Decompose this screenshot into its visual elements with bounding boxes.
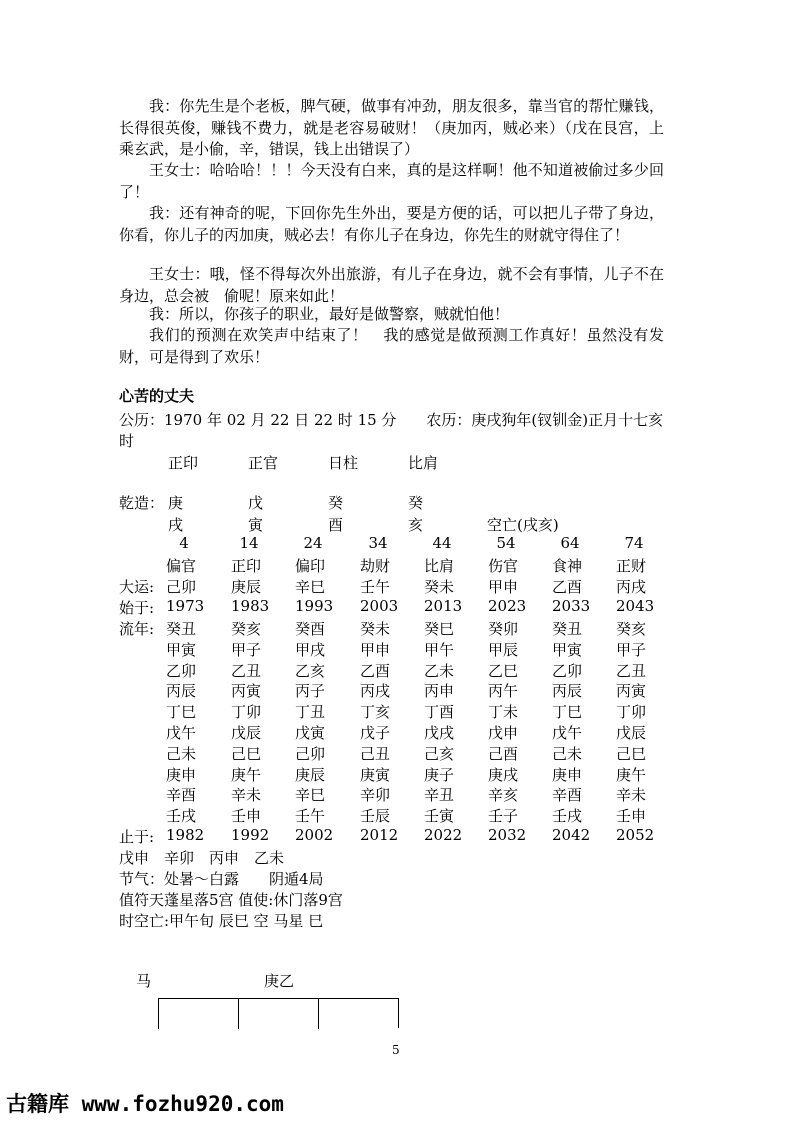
info-line: 值符天蓬星落5宫 值使:休门落9宫: [119, 891, 343, 909]
liunian-cell: 戊午: [166, 724, 197, 742]
end-year-cell: 2002: [295, 826, 334, 844]
birth-date-line: 公历：1970 年 02 月 22 日 22 时 15 分 农历：庚戌狗年(钗钏金)正月十七亥: [119, 411, 664, 429]
liunian-cell: 丙辰: [166, 682, 197, 701]
dayun-label: 大运:: [119, 578, 155, 596]
luck-god-cell: 偏官: [166, 557, 197, 575]
liunian-cell: 庚申: [166, 765, 197, 784]
kongwang-label: 空亡(戌亥): [487, 516, 559, 534]
liunian-cell: 己酉: [488, 744, 519, 763]
liunian-cell: 甲寅: [552, 640, 583, 659]
liunian-cell: 丁卯: [231, 703, 262, 722]
liunian-cell: 庚申: [552, 765, 583, 784]
palace-cell: [158, 998, 239, 1029]
liunian-cell: 戊午: [552, 724, 583, 742]
heavenly-stem: 癸: [328, 494, 344, 512]
liunian-cell: 丙戌: [360, 682, 391, 701]
heavenly-stem: 癸: [408, 494, 424, 512]
chart-label-stems: 庚乙: [264, 972, 295, 990]
end-year-cell: 2042: [552, 826, 591, 844]
age-cell: 34: [368, 534, 388, 552]
liunian-cell: 丙午: [488, 682, 519, 701]
liunian-cell: 戊申: [488, 724, 519, 742]
start-year-cell: 2023: [488, 597, 527, 615]
palace-chart: [158, 998, 400, 1028]
liunian-cell: 丙子: [295, 682, 326, 701]
dayun-cell: 癸未: [424, 578, 455, 596]
liunian-cell: 戊寅: [295, 724, 326, 742]
paragraph: 我：你先生是个老板，脾气硬，做事有冲劲，朋友很多，靠当官的帮忙赚钱，长得很英俊，赚钱不费力，就是老容易破财！（庚加丙，贼必来）（戊在艮宫，上乘玄武，是小偷，辛，错误，钱上出错误了）: [119, 97, 664, 158]
start-year-cell: 2013: [424, 597, 463, 615]
luck-god-cell: 伤官: [488, 557, 519, 575]
liunian-cell: 壬戌: [552, 807, 583, 826]
liunian-cell: 壬申: [616, 807, 647, 826]
liunian-cell: 乙卯: [166, 661, 197, 680]
liunian-cell: 乙巳: [488, 661, 519, 680]
liunian-cell: 己巳: [231, 744, 262, 763]
liunian-cell: 甲辰: [488, 640, 519, 659]
liunian-cell: 癸亥: [616, 620, 647, 638]
birth-date-line-cont: 时: [119, 432, 135, 450]
liunian-cell: 戊辰: [231, 724, 262, 742]
liunian-cell: 庚午: [231, 765, 262, 784]
chart-label-horse: 马: [136, 972, 152, 990]
liunian-cell: 癸未: [360, 620, 391, 638]
earthly-branch: 戌: [168, 516, 184, 534]
info-line: 戊申 辛卯 丙申 乙未: [119, 849, 285, 867]
end-year-cell: 1992: [231, 826, 270, 844]
info-line: 时空亡:甲午旬 辰巳 空 马星 巳: [119, 912, 324, 930]
age-cell: 24: [303, 534, 323, 552]
liunian-cell: 乙酉: [360, 661, 391, 680]
dayun-cell: 辛巳: [295, 578, 326, 596]
start-year-cell: 2003: [360, 597, 399, 615]
dayun-cell: 甲申: [488, 578, 519, 596]
liunian-cell: 丁巳: [552, 703, 583, 722]
liunian-cell: 癸丑: [552, 620, 583, 638]
liunian-cell: 己亥: [424, 744, 455, 763]
paragraph: 我们的预测在欢笑声中结束了！ 我的感觉是做预测工作真好！虽然没有发财，可是得到了欢乐！: [119, 326, 664, 366]
liunian-cell: 甲戌: [295, 640, 326, 659]
liunian-cell: 癸亥: [231, 620, 262, 638]
liunian-cell: 庚午: [616, 765, 647, 784]
liunian-cell: 甲子: [616, 640, 647, 659]
liunian-cell: 己巳: [616, 744, 647, 763]
dayun-cell: 壬午: [360, 578, 391, 596]
liunian-cell: 甲申: [360, 640, 391, 659]
age-cell: 64: [560, 534, 580, 552]
end-year-cell: 2022: [424, 826, 463, 844]
liunian-cell: 辛巳: [295, 786, 326, 805]
paragraph: 王女士：哈哈哈！！！今天没有白来，真的是这样啊！他不知道被偷过多少回了！: [119, 161, 664, 201]
dayun-cell: 庚辰: [231, 578, 262, 596]
liunian-cell: 戊戌: [424, 724, 455, 742]
liunian-cell: 癸丑: [166, 620, 197, 638]
end-label: 止于:: [119, 828, 155, 846]
info-line: 节气：处暑～白露 阴遁4局: [119, 870, 324, 888]
liunian-cell: 辛未: [616, 786, 647, 805]
end-year-cell: 1982: [166, 826, 205, 844]
start-year-cell: 1983: [231, 597, 270, 615]
palace-cell: [318, 998, 399, 1029]
liunian-cell: 丁亥: [360, 703, 391, 722]
liunian-cell: 癸巳: [424, 620, 455, 638]
dayun-cell: 乙酉: [552, 578, 583, 596]
end-year-cell: 2032: [488, 826, 527, 844]
paragraph: 我：还有神奇的呢，下回你先生外出，要是方便的话，可以把儿子带了身边，你看，你儿子的丙加庚，贼必去！有你儿子在身边，你先生的财就守得住了！: [119, 204, 664, 244]
luck-god-cell: 劫财: [360, 557, 391, 575]
liunian-cell: 乙亥: [295, 661, 326, 680]
luck-god-cell: 偏印: [295, 557, 326, 575]
liunian-cell: 辛丑: [424, 786, 455, 805]
paragraph: 王女士：哦，怪不得每次外出旅游，有儿子在身边，就不会有事情，儿子不在身边，总会被 偷呢！原来如此！: [119, 265, 664, 305]
liunian-cell: 壬寅: [424, 807, 455, 826]
liunian-cell: 丁酉: [424, 703, 455, 722]
ten-god-label: 正官: [248, 454, 279, 472]
age-cell: 14: [239, 534, 259, 552]
dayun-cell: 丙戌: [616, 578, 647, 596]
liunian-cell: 甲子: [231, 640, 262, 659]
age-cell: 44: [432, 534, 452, 552]
paragraph: 我：所以，你孩子的职业，最好是做警察，贼就怕他！: [149, 305, 510, 323]
liunian-cell: 甲午: [424, 640, 455, 659]
liunian-cell: 丙申: [424, 682, 455, 701]
end-year-cell: 2052: [616, 826, 655, 844]
liunian-cell: 己卯: [295, 744, 326, 763]
start-year-cell: 1973: [166, 597, 205, 615]
palace-chart-edge: [398, 998, 399, 1028]
start-year-cell: 2033: [552, 597, 591, 615]
page-number: 5: [392, 1043, 400, 1057]
liunian-cell: 戊辰: [616, 724, 647, 742]
palace-cell: [238, 998, 319, 1029]
liunian-cell: 己丑: [360, 744, 391, 763]
ten-god-label: 比肩: [408, 454, 439, 472]
liunian-cell: 壬戌: [166, 807, 197, 826]
ten-god-label: 正印: [168, 454, 199, 472]
liunian-cell: 辛酉: [552, 786, 583, 805]
luck-god-cell: 比肩: [424, 557, 455, 575]
earthly-branch: 酉: [328, 516, 344, 534]
heavenly-stem: 庚: [168, 494, 184, 512]
earthly-branch: 亥: [408, 516, 424, 534]
liunian-cell: 辛未: [231, 786, 262, 805]
liunian-cell: 癸卯: [488, 620, 519, 638]
liunian-cell: 壬午: [295, 807, 326, 826]
luck-god-cell: 食神: [552, 557, 583, 575]
liunian-cell: 丁巳: [166, 703, 197, 722]
liunian-cell: 辛酉: [166, 786, 197, 805]
liunian-cell: 庚戌: [488, 765, 519, 784]
liunian-cell: 癸酉: [295, 620, 326, 638]
ten-god-label: 日柱: [328, 454, 359, 472]
liunian-cell: 己未: [552, 744, 583, 763]
liunian-cell: 辛亥: [488, 786, 519, 805]
liunian-cell: 乙卯: [552, 661, 583, 680]
end-year-cell: 2012: [360, 826, 399, 844]
liunian-cell: 戊子: [360, 724, 391, 742]
heavenly-stem: 戊: [248, 494, 264, 512]
liunian-cell: 庚辰: [295, 765, 326, 784]
liunian-label: 流年:: [119, 620, 155, 638]
section-heading: 心苦的丈夫: [119, 387, 195, 405]
earthly-branch: 寅: [248, 516, 264, 534]
dayun-cell: 己卯: [166, 578, 197, 596]
liunian-cell: 庚子: [424, 765, 455, 784]
liunian-cell: 庚寅: [360, 765, 391, 784]
liunian-cell: 丙寅: [616, 682, 647, 701]
site-watermark: 古籍库 www.fozhu920.com: [6, 1092, 284, 1116]
liunian-cell: 甲寅: [166, 640, 197, 659]
liunian-cell: 乙丑: [231, 661, 262, 680]
start-year-cell: 2043: [616, 597, 655, 615]
luck-god-cell: 正财: [616, 557, 647, 575]
liunian-cell: 丁卯: [616, 703, 647, 722]
start-year-cell: 1993: [295, 597, 334, 615]
age-cell: 74: [624, 534, 644, 552]
liunian-cell: 丁未: [488, 703, 519, 722]
liunian-cell: 丁丑: [295, 703, 326, 722]
qianzao-label: 乾造：: [119, 494, 165, 512]
luck-god-cell: 正印: [231, 557, 262, 575]
age-cell: 54: [496, 534, 516, 552]
liunian-cell: 己未: [166, 744, 197, 763]
start-label: 始于:: [119, 599, 155, 617]
liunian-cell: 乙未: [424, 661, 455, 680]
liunian-cell: 乙丑: [616, 661, 647, 680]
age-cell: 4: [179, 534, 189, 552]
liunian-cell: 壬子: [488, 807, 519, 826]
liunian-cell: 丙寅: [231, 682, 262, 701]
liunian-cell: 辛卯: [360, 786, 391, 805]
liunian-cell: 壬申: [231, 807, 262, 826]
liunian-cell: 丙辰: [552, 682, 583, 701]
liunian-cell: 壬辰: [360, 807, 391, 826]
